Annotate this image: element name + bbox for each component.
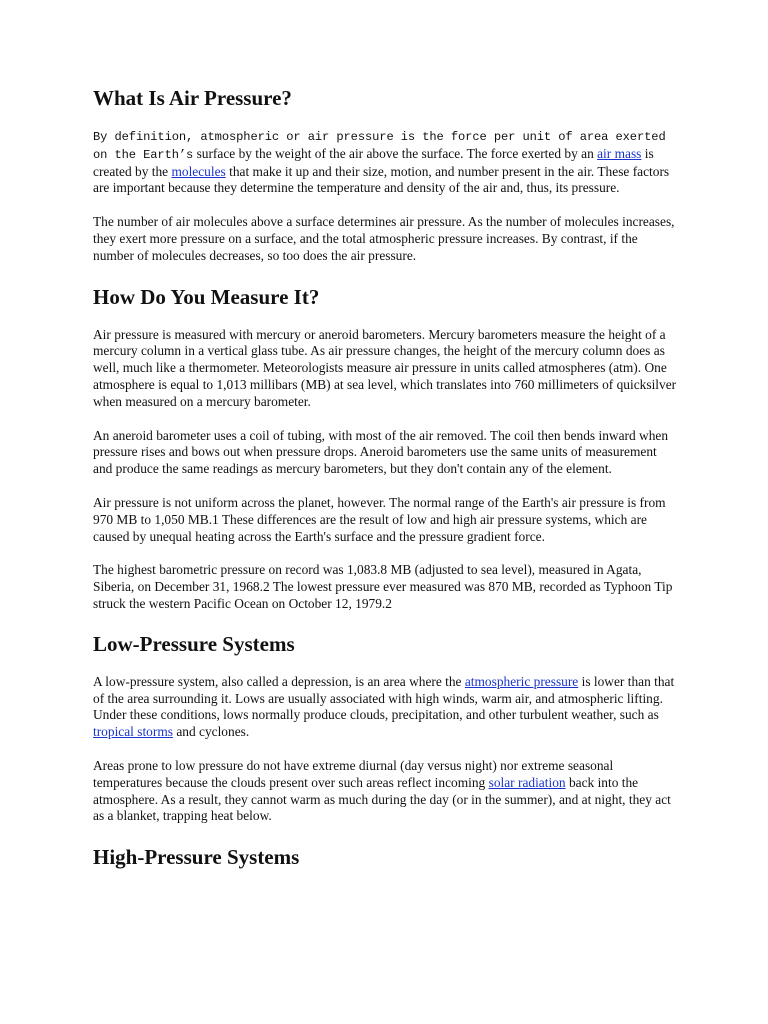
paragraph-pressure-records: The highest barometric pressure on record was 1,083.8 MB (adjusted to sea level), measured in Agata, Siberia, on December 31, 1968.2 The lowest pressure ever measured was 870 MB, recorded as Typhoon Tip struck the western Pacific Ocean on October 12, 1979.2 <box>93 562 673 611</box>
text-segment: that make it up and their size, motion, and number present in the air. These factors are important because they determine the temperature and density of the air and, thus, its pressure. <box>93 163 670 196</box>
link-molecules[interactable]: molecules <box>171 163 226 179</box>
paragraph-aneroid-barometer: An aneroid barometer uses a coil of tubing, with most of the air removed. The coil then bends inward when pressure rises and bows out when pressure drops. Aneroid barometers use the same units of measurement and produce the same readings as mercury barometers, but they don't contain any of the element. <box>93 427 669 477</box>
link-atmospheric-pressure[interactable]: atmospheric pressure <box>464 673 579 689</box>
heading-what-is-air-pressure: What Is Air Pressure? <box>93 86 292 110</box>
link-air-mass[interactable]: air mass <box>597 145 642 161</box>
text-segment: back into the atmosphere. As a result, they cannot warm as much during the day (or in the summer), and at night, they act as a blanket, trapping heat below. <box>93 774 671 824</box>
paragraph-low-pressure-temperatures <box>93 758 677 825</box>
text-segment: and cyclones. <box>172 724 250 740</box>
text-segment: surface by the weight of the air above the surface. The force exerted by an <box>193 145 598 161</box>
link-tropical-storms[interactable]: tropical storms <box>93 724 173 740</box>
text-segment: is created by the <box>93 145 654 179</box>
heading-how-do-you-measure-it: How Do You Measure It? <box>93 284 320 309</box>
definition-text: By definition, atmospheric or air pressure is the force per unit of area exerted on the Earth’s <box>93 130 666 162</box>
text-segment: is lower than that of the area surrounding it. Lows are usually associated with high winds, warm air, and atmospheric lifting. Under these conditions, lows normally produce clouds, precipitation, and other turbulent weather, such as <box>93 673 675 723</box>
article-body <box>93 84 677 871</box>
text-segment: A low-pressure system, also called a depression, is an area where the <box>93 673 465 689</box>
paragraph-low-pressure-definition <box>93 674 677 741</box>
heading-high-pressure-systems: High-Pressure Systems <box>93 845 300 870</box>
heading-low-pressure-systems: Low-Pressure Systems <box>93 631 295 656</box>
text-segment: Areas prone to low pressure do not have extreme diurnal (day versus night) nor extreme seasonal temperatures because the clouds present over such areas reflect incoming <box>93 757 614 790</box>
link-solar-radiation[interactable]: solar radiation <box>488 774 566 790</box>
paragraph-definition <box>93 128 677 197</box>
paragraph-pressure-range: Air pressure is not uniform across the planet, however. The normal range of the Earth's air pressure is from 970 MB to 1,050 MB.1 These differences are the result of low and high air pressure systems, which are caused by unequal heating across the Earth's surface and the pressure gradient force. <box>93 494 666 544</box>
paragraph-molecule-count: The number of air molecules above a surface determines air pressure. As the number of molecules increases, they exert more pressure on a surface, and the total atmospheric pressure increases. By contrast, if the number of molecules decreases, so too does the air pressure. <box>93 214 675 263</box>
paragraph-mercury-barometer: Air pressure is measured with mercury or aneroid barometers. Mercury barometers measure the height of a mercury column in a vertical glass tube. As air pressure changes, the height of the mercury column does as well, much like a thermometer. Meteorologists measure air pressure in units called atmospheres (atm). One atmosphere is equal to 1,013 millibars (MB) at sea level, which translates into 760 millimeters of quicksilver when measured on a mercury barometer. <box>93 326 677 409</box>
